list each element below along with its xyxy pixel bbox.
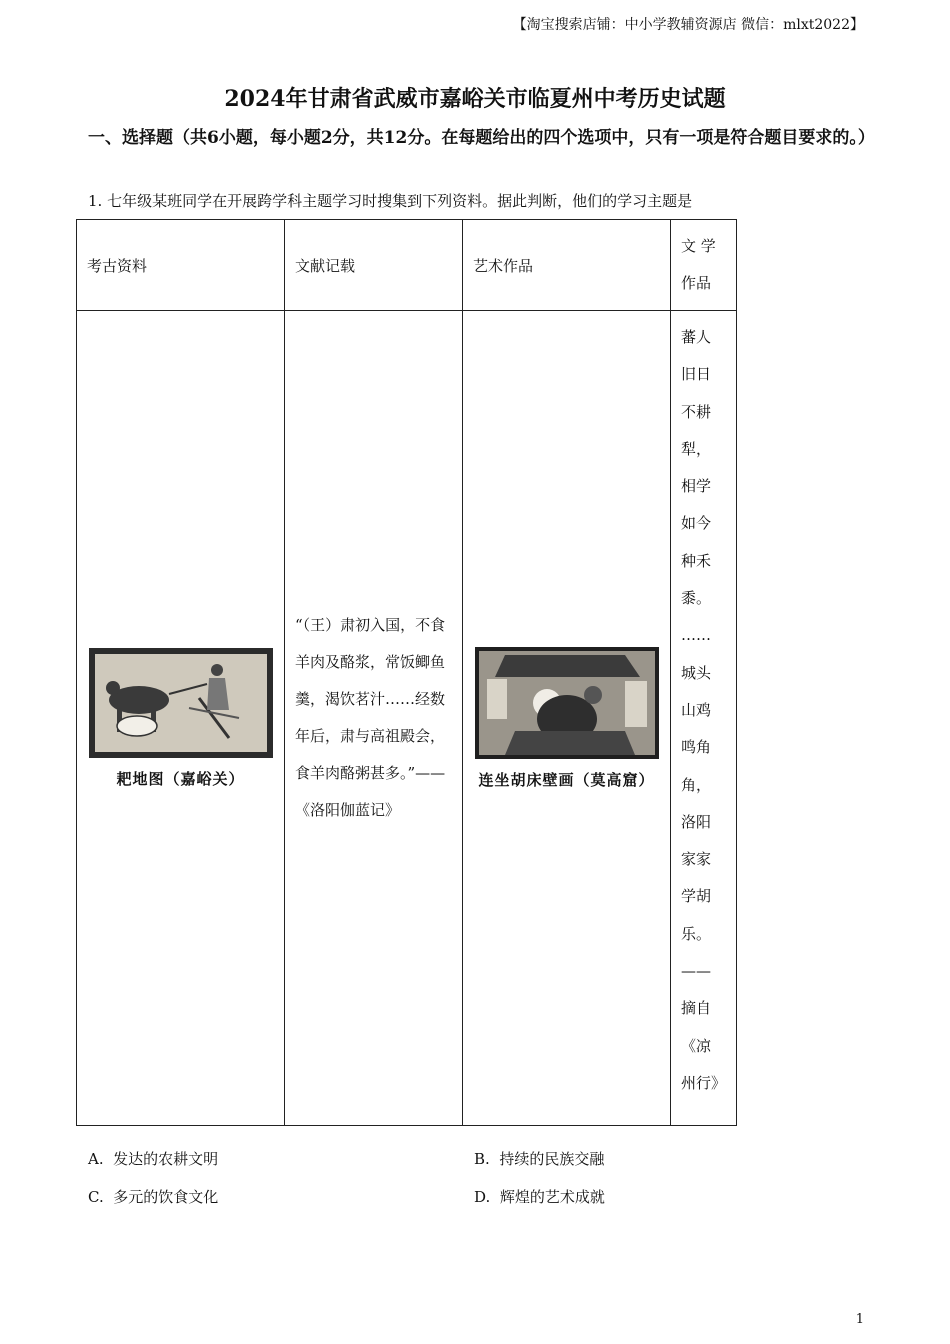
mural-figure: [474, 647, 660, 790]
archaeology-cell: [77, 311, 285, 1126]
poem-line: 洛阳: [681, 812, 712, 831]
poem-line: ……: [681, 626, 711, 645]
option-d-text: 辉煌的艺术成就: [499, 1188, 605, 1206]
archaeology-caption: 耙地图（嘉峪关）: [116, 769, 245, 788]
poem-line: 角，: [681, 775, 712, 794]
option-b-key: B.: [474, 1150, 490, 1168]
art-cell: [463, 311, 671, 1126]
poem-line: 不耕: [681, 402, 712, 421]
option-c[interactable]: [88, 1186, 218, 1207]
mogao-mural-image: [475, 647, 659, 759]
header-art-works: 艺术作品: [463, 220, 671, 311]
poem-line: 乐。: [681, 924, 712, 943]
poem-line: 鸣角: [681, 738, 712, 757]
poem-line: 蕃人: [681, 328, 712, 346]
option-d[interactable]: [474, 1186, 605, 1207]
poem-line: 山鸡: [681, 700, 712, 719]
poem-line: ——: [681, 962, 711, 981]
poem-line: 旧日: [681, 365, 712, 384]
option-b-text: 持续的民族交融: [499, 1150, 605, 1168]
poem-line: 种禾: [681, 551, 712, 570]
poem-line: 州行》: [681, 1073, 727, 1092]
poem-line: 摘自: [681, 999, 712, 1018]
option-c-text: 多元的饮食文化: [113, 1188, 219, 1206]
option-b[interactable]: [474, 1148, 604, 1169]
option-c-key: C.: [88, 1188, 104, 1206]
header-literature-record: 文献记载: [285, 220, 463, 311]
art-caption: 连坐胡床壁画（莫高窟）: [478, 770, 655, 789]
materials-table: [76, 219, 737, 1126]
poem-line: 《凉: [681, 1036, 712, 1055]
option-d-key: D.: [474, 1188, 491, 1206]
poem-line: 相学: [681, 477, 712, 496]
poem-line: 犁，: [681, 439, 712, 458]
question-stem: 1. 七年级某班同学在开展跨学科主题学习时搜集到下列资料。据此判断，他们的学习主题是: [88, 192, 693, 210]
poem-line: 学胡: [681, 887, 712, 906]
poem-line: 如今: [681, 514, 712, 533]
table-header-row: [77, 220, 737, 311]
header-archaeology: 考古资料: [77, 220, 285, 311]
option-a-text: 发达的农耕文明: [113, 1150, 219, 1168]
literature-quote: “（王）肃初入国，不食羊肉及酪浆，常饭鲫鱼 羹，渴饮茗汁……经数年后，肃与高祖殿会，食羊肉酪粥甚多。”——《洛阳伽蓝记》: [285, 311, 463, 1126]
plowing-mural-image: [89, 648, 273, 758]
plowing-figure: [88, 648, 274, 789]
poem-line: 家家: [681, 850, 712, 869]
poem-lines: [681, 319, 726, 1102]
header-literary-works: 文 学 作品: [671, 220, 737, 311]
poem-cell: [671, 311, 737, 1126]
table-content-row: [77, 311, 737, 1126]
option-a[interactable]: [88, 1148, 218, 1169]
header-note: 【淘宝搜索店铺：中小学教辅资源店 微信：mlxt2022】: [512, 17, 864, 33]
page-number: 1: [855, 1312, 864, 1327]
page-title: 2024年甘肃省武威市嘉峪关市临夏州中考历史试题: [224, 86, 726, 112]
poem-line: 黍。: [681, 589, 712, 608]
option-a-key: A.: [88, 1150, 104, 1168]
poem-line: 城头: [681, 663, 712, 682]
section-heading: 一、选择题（共6小题，每小题2分，共12分。在每题给出的四个选项中，只有一项是符合题目要求的。）: [88, 128, 875, 148]
